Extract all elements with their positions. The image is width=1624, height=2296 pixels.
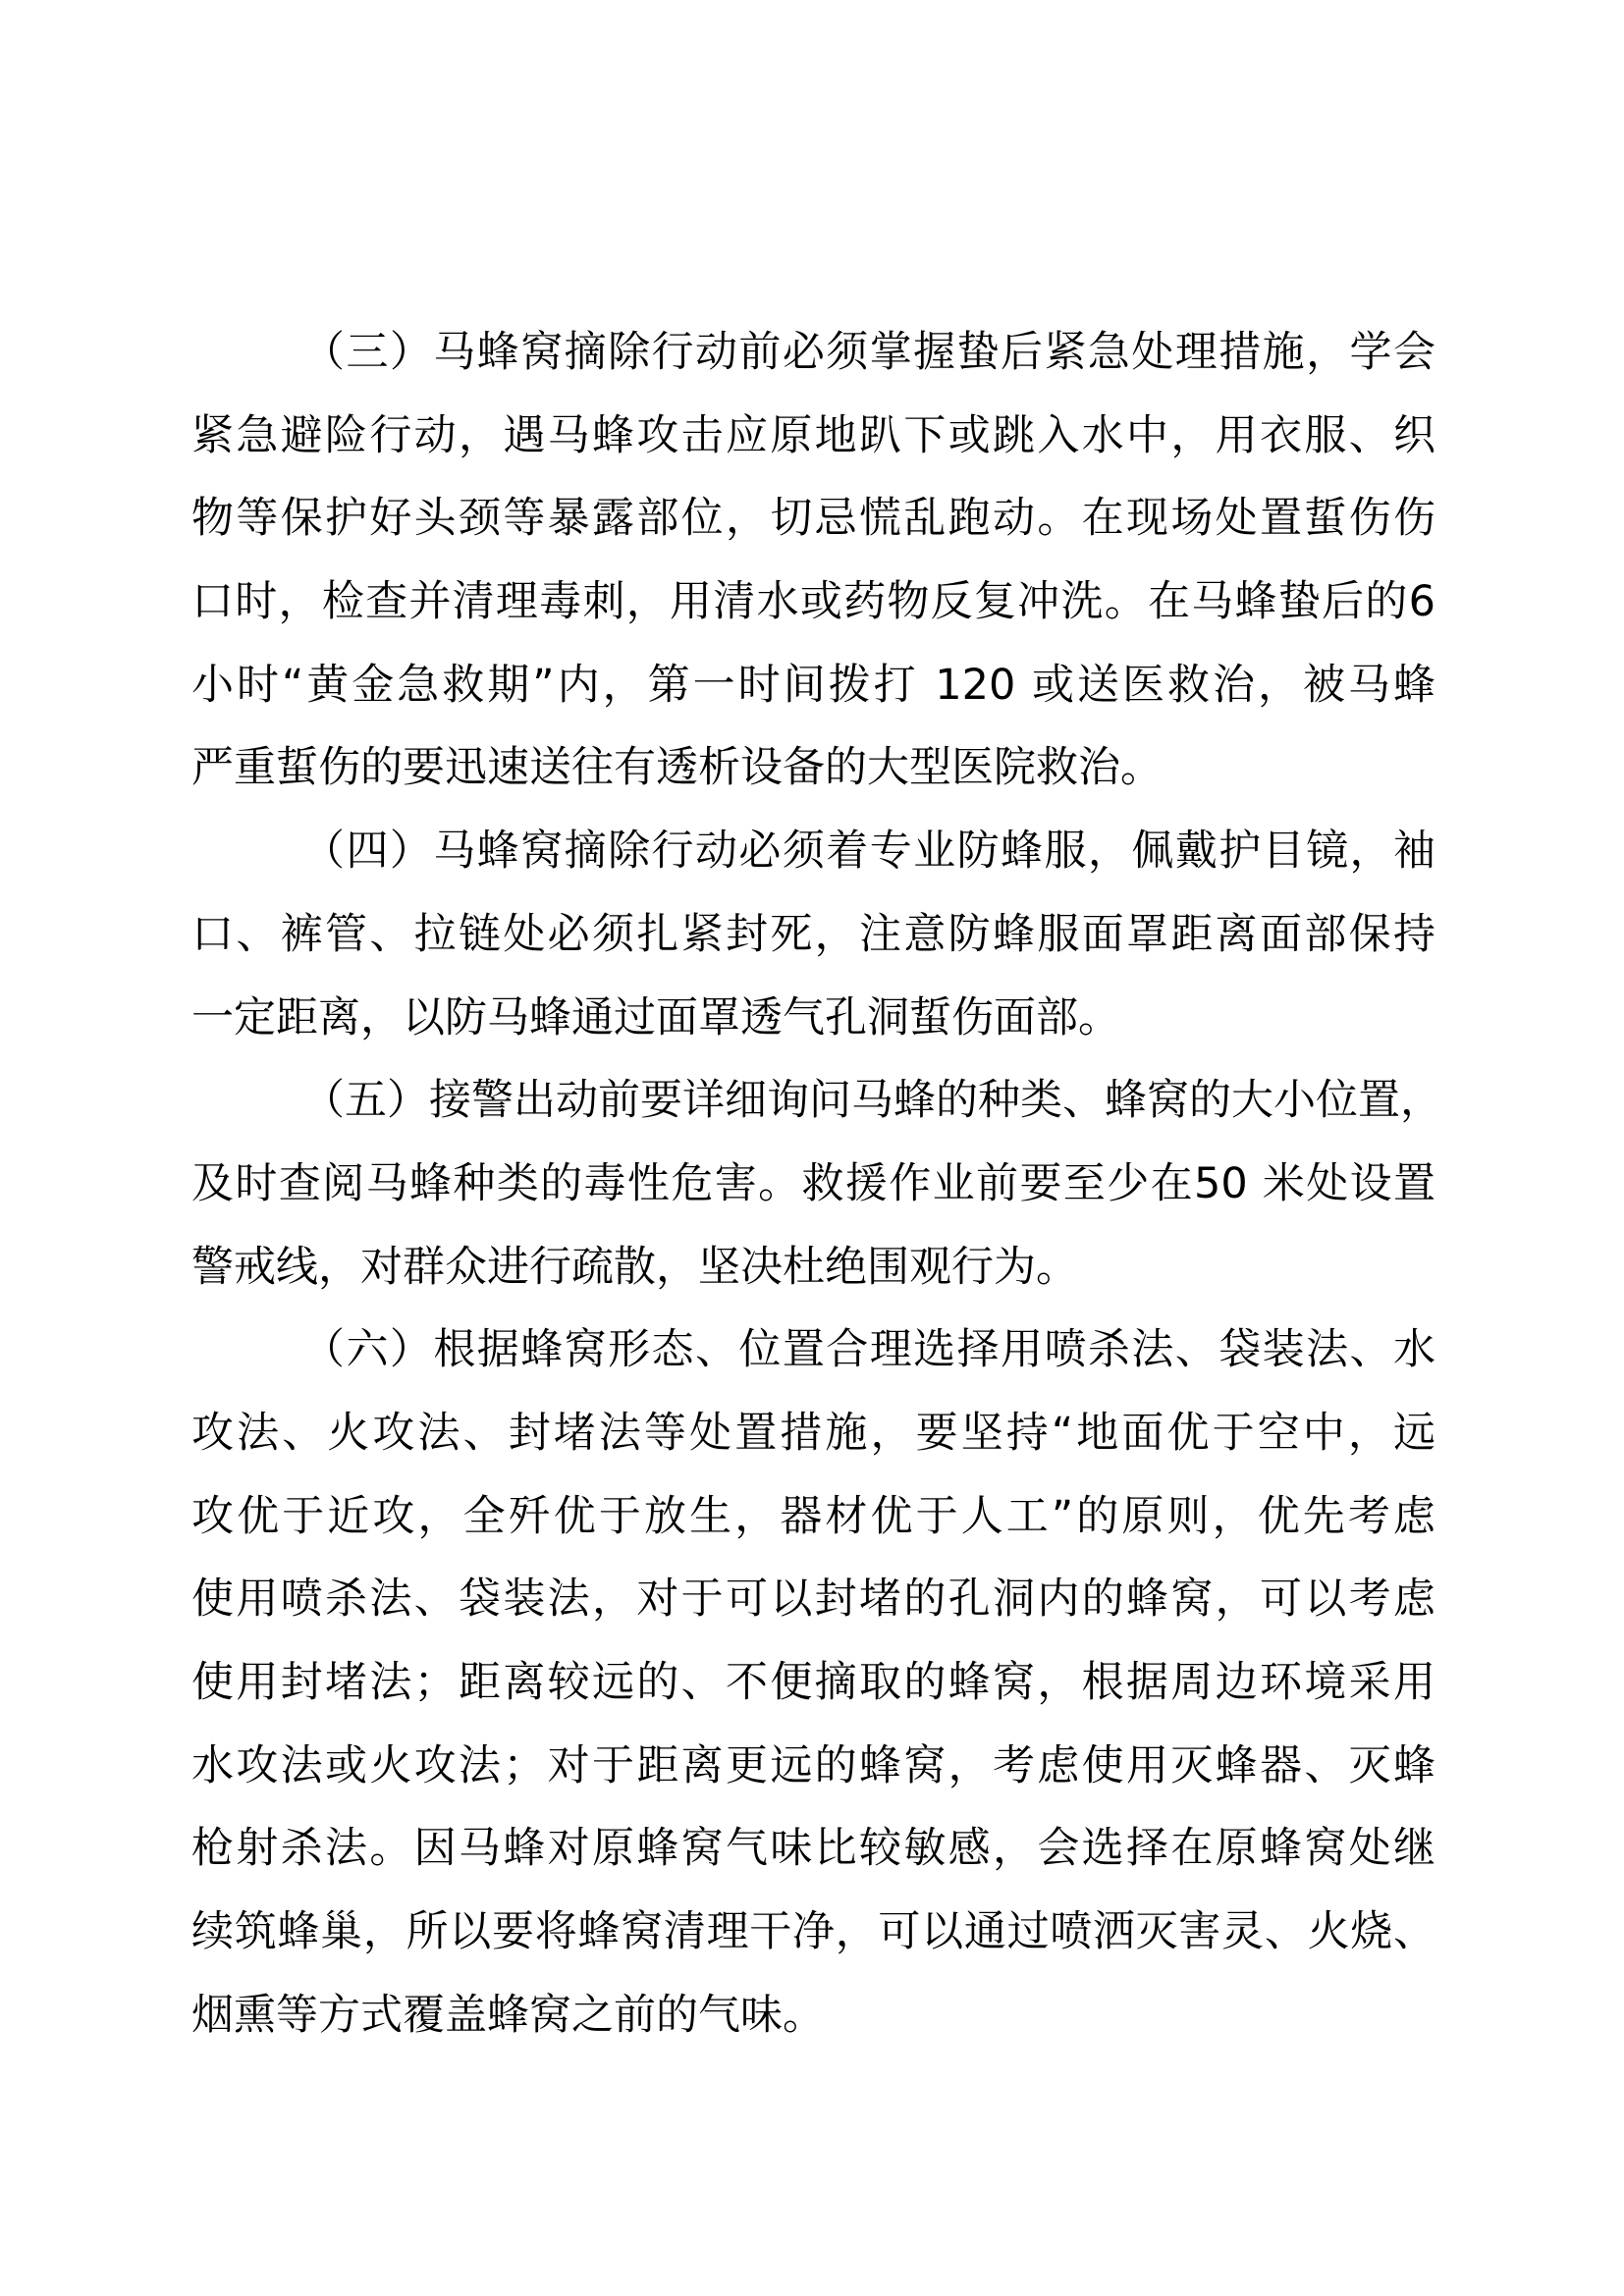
text-line: 小时“黄金急救期”内，第一时间拨打 120 或送医救治，被马蜂 [191,660,1435,710]
text-line: （四）马蜂窝摘除行动必须着专业防蜂服，佩戴护目镜，袖 [302,827,1435,877]
text-line: 严重蜇伤的要迅速送往有透析设备的大型医院救治。 [191,743,1163,793]
text-line: （三）马蜂窝摘除行动前必须掌握蛰后紧急处理措施，学会 [302,328,1435,377]
text-line: （六）根据蜂窝形态、位置合理选择用喷杀法、袋装法、水 [302,1325,1435,1375]
text-line: 一定距离，以防马蜂通过面罩透气孔洞蜇伤面部。 [191,992,1120,1042]
text-line: （五）接警出动前要详细询问马蜂的种类、蜂窝的大小位置， [302,1076,1442,1126]
text-line: 紧急避险行动，遇马蜂攻击应原地趴下或跳入水中，用衣服、织 [191,410,1435,460]
document-page [191,311,1442,2056]
text-line: 攻优于近攻，全歼优于放生，器材优于人工”的原则，优先考虑 [191,1491,1435,1541]
text-line: 续筑蜂巢，所以要将蜂窝清理干净，可以通过喷洒灭害灵、火烧、 [191,1907,1435,1957]
text-line: 烟熏等方式覆盖蜂窝之前的气味。 [191,1990,825,2040]
text-line: 使用喷杀法、袋装法，对于可以封堵的孔洞内的蜂窝，可以考虑 [191,1575,1435,1625]
text-line: 警戒线，对群众进行疏散，坚决杜绝围观行为。 [191,1242,1078,1292]
paragraph [191,311,1435,810]
text-line: 使用封堵法；距离较远的、不便摘取的蜂窝，根据周边环境采用 [191,1658,1435,1707]
text-line: 口时，检查并清理毒刺，用清水或药物反复冲洗。在马蜂蛰后的6 [191,577,1435,627]
paragraph [191,810,1435,1059]
text-line: 及时查阅马蜂种类的毒性危害。救援作业前要至少在50 米处设置 [191,1158,1435,1208]
text-line: 攻法、火攻法、封堵法等处置措施，要坚持“地面优于空中，远 [191,1408,1435,1458]
text-line: 物等保护好头颈等暴露部位，切忌慌乱跑动。在现场处置蜇伤伤 [191,494,1435,544]
paragraph [191,1059,1442,1308]
text-line: 口、裤管、拉链处必须扎紧封死，注意防蜂服面罩距离面部保持 [191,909,1435,959]
text-line: 枪射杀法。因马蜂对原蜂窝气味比较敏感，会选择在原蜂窝处继 [191,1824,1435,1874]
text-line: 水攻法或火攻法；对于距离更远的蜂窝，考虑使用灭蜂器、灭蜂 [191,1740,1435,1790]
paragraph [191,1308,1435,2056]
